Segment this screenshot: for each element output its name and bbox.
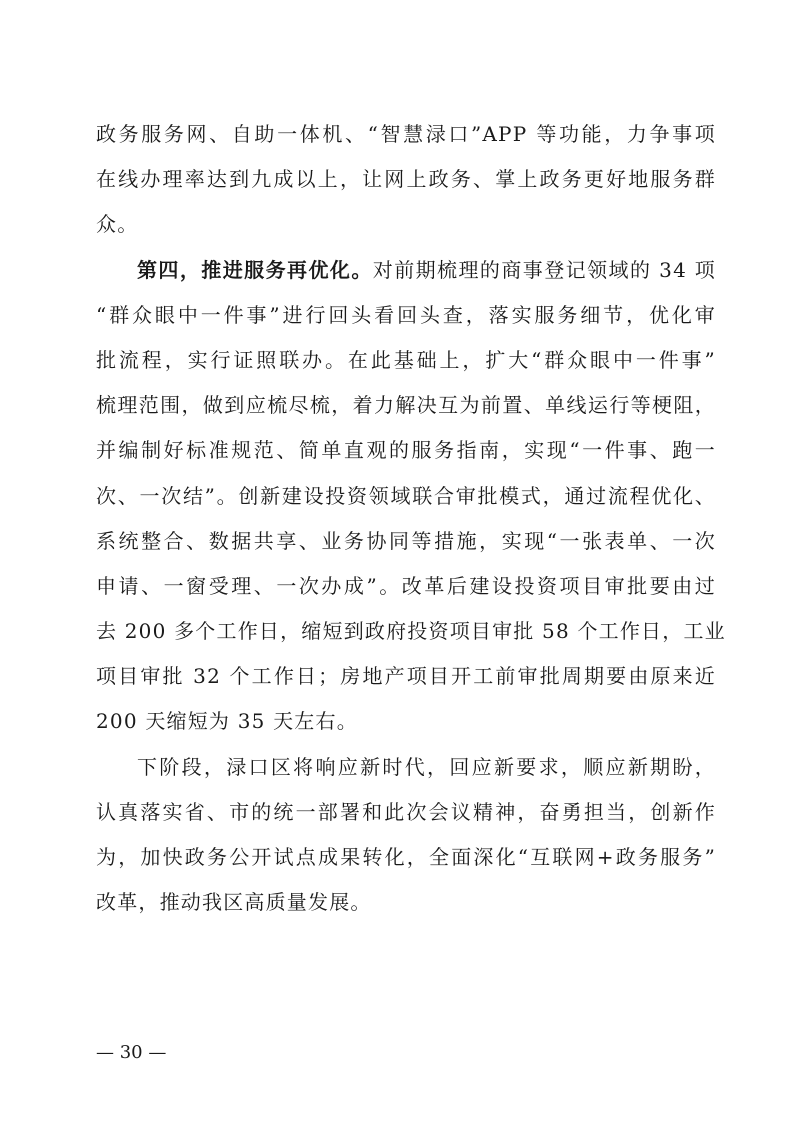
- text-line: 并编制好标准规范、简单直观的服务指南，实现“一件事、跑一: [96, 438, 716, 463]
- text-line: 为，加快政务公开试点成果转化，全面深化“互联网+政务服务”: [96, 845, 716, 869]
- paragraph-next-stage: [96, 745, 716, 926]
- text-line: 系统整合、数据共享、业务协同等措施，实现“一张表单、一次: [96, 528, 716, 553]
- text-line: 改革，推动我区高质量发展。: [96, 890, 372, 915]
- page-number: — 30 —: [96, 1042, 167, 1063]
- paragraph-lead-heading: 第四，推进服务再优化。: [137, 257, 373, 282]
- text-segment: 对前期梳理的商事登记领域的 34 项: [372, 257, 717, 282]
- text-line: 申请、一窗受理、一次办成”。改革后建设投资项目审批要由过: [96, 573, 716, 598]
- text-line: 梳理范围，做到应梳尽梳，着力解决互为前置、单线运行等梗阻，: [96, 393, 716, 418]
- text-line: 众。: [96, 212, 139, 237]
- text-line: 次、一次结”。创新建设投资领域联合审批模式，通过流程优化、: [96, 483, 716, 508]
- body-text: [96, 112, 726, 925]
- text-line: [96, 248, 716, 293]
- text-line: 下阶段，渌口区将响应新时代，回应新要求，顺应新期盼，: [137, 754, 716, 779]
- text-line: 批流程，实行证照联办。在此基础上，扩大“群众眼中一件事”: [96, 347, 716, 372]
- paragraph-service-optimization: [96, 248, 726, 745]
- text-line: 认真落实省、市的统一部署和此次会议精神，奋勇担当，创新作: [96, 799, 716, 824]
- text-line: 200 天缩短为 35 天左右。: [96, 709, 358, 734]
- text-line: 政务服务网、自助一体机、“智慧渌口”APP 等功能，力争事项: [96, 122, 716, 146]
- text-line: 在线办理率达到九成以上，让网上政务、掌上政务更好地服务群: [96, 167, 716, 192]
- paragraph-online-services: [96, 112, 716, 248]
- text-line: 去 200 多个工作日，缩短到政府投资项目审批 58 个工作日，工业: [96, 619, 726, 644]
- text-line: “群众眼中一件事”进行回头看回头查，落实服务细节，优化审: [96, 302, 716, 327]
- text-line: 项目审批 32 个工作日；房地产项目开工前审批周期要由原来近: [96, 664, 716, 689]
